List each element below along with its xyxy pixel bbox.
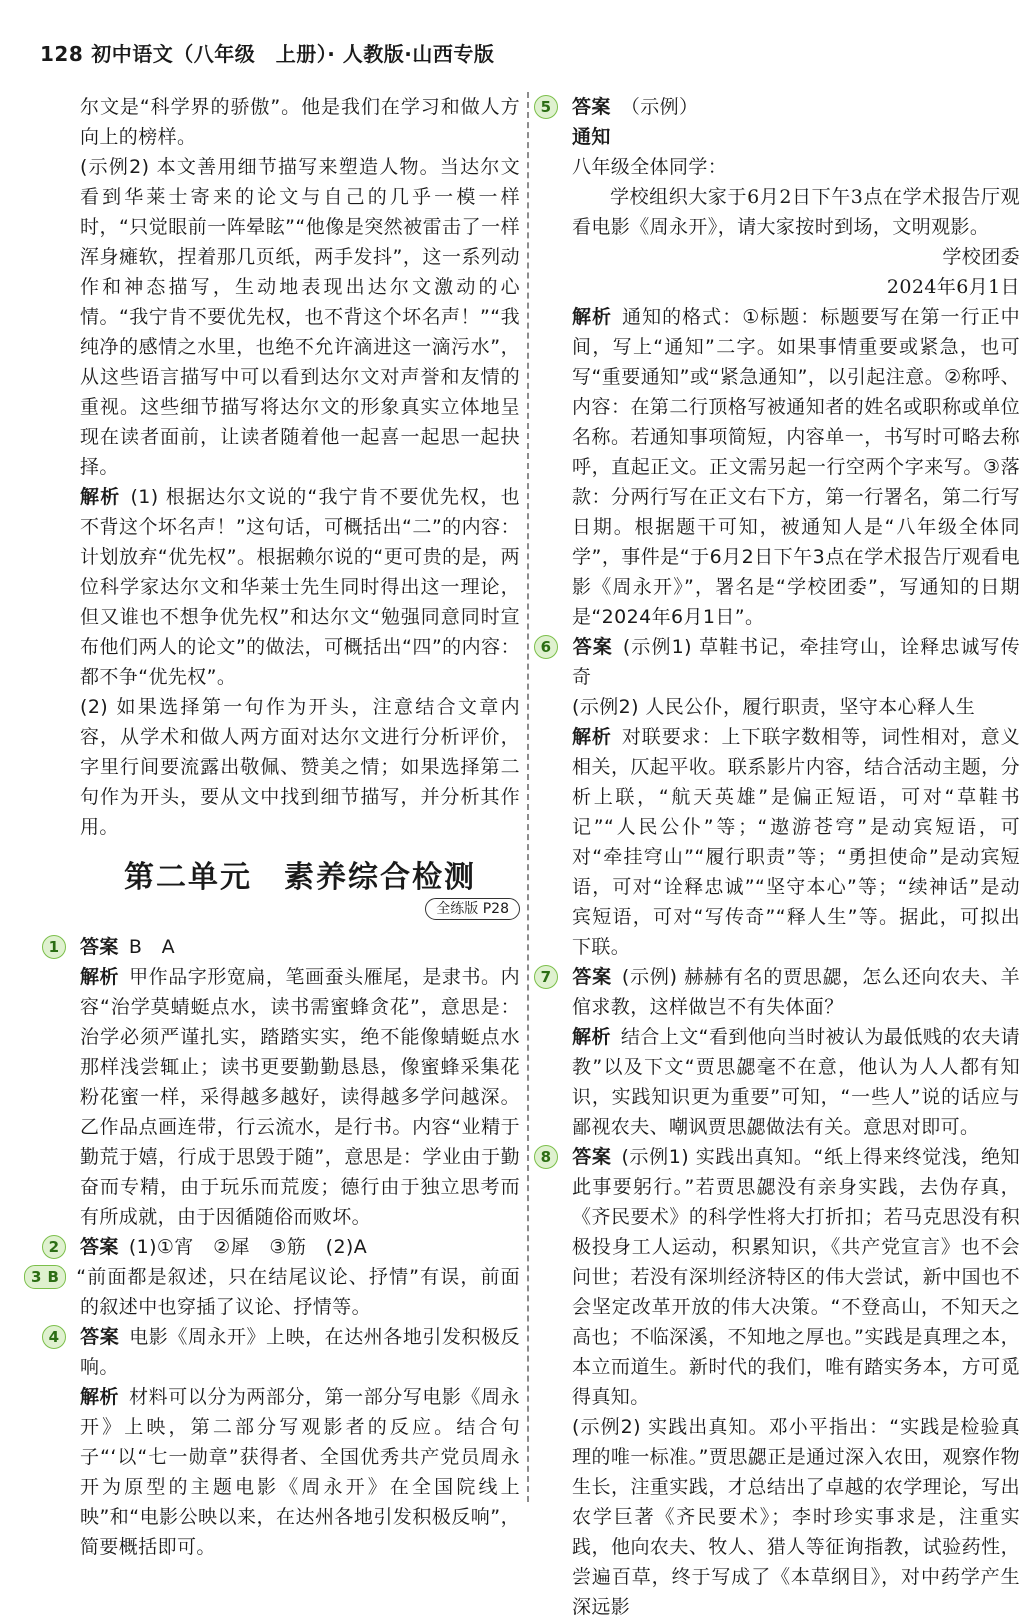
analysis-text: 通知的格式：①标题：标题要写在第一行正中间，写上“通知”二字。如果事情重要或紧急，也可写“重要通知”或“紧急通知”，以引起注意。②称呼、内容：在第二行顶格写被通知者的姓名或职称或单位名称。若通知事项简短，内容单一，书写时可略去称呼，直起正文。正文需另起一行空两个字来写。③落款：分两行写在正文右下方，第一行署名，第二行写日期。根据题干可知，被通知人是“八年级全体同学”，事件是“于6月2日下午3点在学术报告厅观看电影《周永开》”，署名是“学校团委”，写通知的日期是“2024年6月1日”。 — [572, 306, 1020, 628]
notice-title: 通知 — [572, 126, 611, 148]
continued-paragraph: 尔文是“科学界的骄傲”。他是我们在学习和做人方向上的榜样。 — [80, 96, 520, 148]
answer-label: 答案 — [572, 96, 611, 118]
question-number-1: 1 — [42, 935, 66, 959]
answer-label: 答案 — [80, 1326, 120, 1348]
question-4-answer — [48, 1322, 520, 1382]
question-number-8: 8 — [534, 1145, 558, 1169]
analysis-text: 材料可以分为两部分，第一部分写电影《周永开》上映，第二部分写观影者的反应。结合句子“‘以“七一勋章”获得者、全国优秀共产党员周永开为原型的主题电影《周永开》在全国院线上映”和“电影公映以来，在达州各地引发积极反响”，简要概括即可。 — [80, 1386, 520, 1558]
answer-text: “前面都是叙述，只在结尾议论、抒情”有误，前面的叙述中也穿插了议论、抒情等。 — [76, 1266, 520, 1318]
page-number: 128 — [40, 42, 84, 66]
left-column — [31, 92, 520, 1562]
column-divider — [527, 92, 529, 1502]
reference-badge: 全练版 P28 — [425, 898, 520, 920]
question-7-answer — [540, 962, 1020, 1022]
notice-signer: 学校团委 — [942, 246, 1020, 268]
question-5-analysis — [572, 302, 1020, 632]
answer-label: 答案 — [572, 1146, 612, 1168]
question-4-analysis — [80, 1382, 520, 1562]
analysis-paragraph — [80, 482, 520, 692]
notice-salutation: 八年级全体同学： — [572, 156, 728, 178]
question-6-answer-2: (示例2) 人民公仆，履行职责，坚守本心释人生 — [572, 696, 976, 718]
analysis-paragraph-2: (2) 如果选择第一句作为开头，注意结合文章内容，从学术和做人两方面对达尔文进行分析评价，字里行间要流露出敬佩、赞美之情；如果选择第二句作为开头，要从文中找到细节描写，并分析其作用。 — [80, 696, 520, 838]
right-column — [540, 92, 1020, 1622]
notice-example — [572, 122, 1020, 302]
question-1-answer — [48, 932, 520, 962]
answer-label: 答案 — [80, 936, 119, 958]
analysis-text: 甲作品字形宽扁，笔画蚕头雁尾，是隶书。内容“治学莫蜻蜓点水，读书需蜜蜂贪花”，意思是：治学必须严谨扎实，踏踏实实，绝不能像蜻蜓点水那样浅尝辄止；读书更要勤勤恳恳，像蜜蜂采集花粉花蜜一样，采得越多越好，读得越多学问越深。乙作品点画连带，行云流水，是行书。内容“业精于勤荒于嬉，行成于思毁于随”，意思是：学业由于勤奋而专精，由于玩乐而荒废；德行由于独立思考而有所成就，由于因循随俗而败坏。 — [80, 966, 520, 1228]
question-number-4: 4 — [42, 1325, 66, 1349]
question-number-7: 7 — [534, 965, 558, 989]
question-6-analysis — [572, 722, 1020, 962]
question-number-3: 3 B — [24, 1265, 66, 1289]
question-number-6: 6 — [534, 635, 558, 659]
answer-text: (示例) 赫赫有名的贾思勰，怎么还向农夫、羊倌求教，这样做岂不有失体面？ — [572, 966, 1020, 1018]
question-number-5: 5 — [534, 95, 558, 119]
answer-label: 答案 — [572, 636, 613, 658]
book-title: 初中语文（八年级 上册）· 人教版·山西专版 — [91, 42, 495, 66]
analysis-label: 解析 — [572, 306, 613, 328]
analysis-label: 解析 — [80, 966, 120, 988]
question-3-answer — [31, 1262, 520, 1322]
example2-paragraph: (示例2) 本文善用细节描写来塑造人物。当达尔文看到华莱士寄来的论文与自己的几乎一模一样时，“只觉眼前一阵晕眩”“他像是突然被雷击了一样浑身瘫软，捏着那几页纸，两手发抖”，这一系列动作和神态描写，生动地表现出达尔文激动的心情。“我宁肯不要优先权，也不背这个坏名声！”“我纯净的感情之水里，也绝不允许滴进这一滴污水”，从这些语言描写中可以看到达尔文对声誉和友情的重视。这些细节描写将达尔文的形象真实立体地呈现在读者面前，让读者随着他一起喜一起思一起抉择。 — [80, 156, 520, 478]
question-6-answer — [540, 632, 1020, 692]
analysis-label: 解析 — [80, 1386, 120, 1408]
question-1-analysis — [80, 962, 520, 1232]
page-header — [40, 38, 494, 67]
analysis-label: 解析 — [572, 726, 612, 748]
answer-label: 答案 — [572, 966, 612, 988]
question-5-answer — [540, 92, 1020, 122]
answer-text: （示例） — [620, 96, 699, 118]
answer-text: 电影《周永开》上映，在达州各地引发积极反响。 — [80, 1326, 520, 1378]
analysis-text: (1) 根据达尔文说的“我宁肯不要优先权，也不背这个坏名声！”这句话，可概括出“二”的内容：计划放弃“优先权”。根据赖尔说的“更可贵的是，两位科学家达尔文和华莱士先生同时得出这一理论，但又谁也不想争优先权”和达尔文“勉强同意同时宣布他们两人的论文”的做法，可概括出“四”的内容：都不争“优先权”。 — [80, 486, 520, 688]
question-7-analysis — [572, 1022, 1020, 1142]
analysis-text: 结合上文“看到他向当时被认为最低贱的农夫请教”以及下文“贾思勰毫不在意，他认为人人都有知识，实践知识更为重要”可知，“一些人”说的话应与鄙视农夫、嘲讽贾思勰做法有关。意思对即可。 — [572, 1026, 1020, 1138]
question-8-answer — [540, 1142, 1020, 1412]
section-title: 第二单元 素养综合检测 — [124, 860, 476, 895]
analysis-label: 解析 — [572, 1026, 611, 1048]
notice-body: 学校组织大家于6月2日下午3点在学术报告厅观看电影《周永开》，请大家按时到场，文明观影。 — [572, 186, 1020, 238]
question-number-2: 2 — [42, 1235, 66, 1259]
answer-label: 答案 — [80, 1236, 119, 1258]
answer-text: (1)①宵 ②犀 ③筋 (2)A — [128, 1236, 368, 1258]
question-2-answer — [48, 1232, 520, 1262]
notice-date: 2024年6月1日 — [886, 276, 1020, 298]
answer-text: (示例1) 草鞋书记，牵挂穹山，诠释忠诚写传奇 — [572, 636, 1020, 688]
analysis-label: 解析 — [80, 486, 121, 508]
analysis-text: 对联要求：上下联字数相等，词性相对，意义相关，仄起平收。联系影片内容，结合活动主题，分析上联，“航天英雄”是偏正短语，可对“草鞋书记”“人民公仆”等；“遨游苍穹”是动宾短语，可对“牵挂穹山”“履行职责”等；“勇担使命”是动宾短语，可对“诠释忠诚”“坚守本心”等；“续神话”是动宾短语，可对“写传奇”“释人生”等。据此，可拟出下联。 — [572, 726, 1020, 958]
answer-text: (示例1) 实践出真知。“纸上得来终觉浅，绝知此事要躬行。”若贾思勰没有亲身实践，去伪存真，《齐民要术》的科学性将大打折扣；若马克思没有积极投身工人运动，积累知识，《共产党宣言》也不会问世；若没有深圳经济特区的伟大尝试，新中国也不会坚定改革开放的伟大决策。“不登高山，不知天之高也；不临深溪，不知地之厚也。”实践是真理之本，本立而道生。新时代的我们，唯有踏实务本，方可觅得真知。 — [572, 1146, 1020, 1408]
question-8-example-2: (示例2) 实践出真知。邓小平指出：“实践是检验真理的唯一标准。”贾思勰正是通过深入农田，观察作物生长，注重实践，才总结出了卓越的农学理论，写出农学巨著《齐民要术》；李时珍实事求是，注重实践，他向农夫、牧人、猎人等征询指教，试验药性，尝遍百草，终于写成了《本草纲目》，对中药学产生深远影 — [572, 1416, 1020, 1618]
answer-text: B A — [128, 936, 176, 958]
